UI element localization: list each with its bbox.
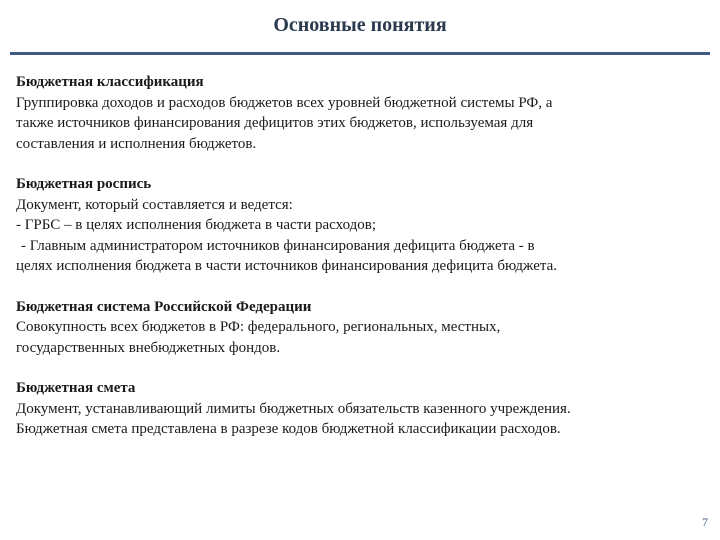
term-title: Бюджетная система Российской Федерации bbox=[16, 298, 312, 315]
term-definition-line: составления и исполнения бюджетов. bbox=[16, 135, 257, 152]
slide-title: Основные понятия bbox=[273, 14, 447, 36]
term-budget-schedule bbox=[16, 174, 706, 277]
term-budget-estimate bbox=[16, 378, 706, 440]
term-title: Бюджетная смета bbox=[16, 380, 136, 396]
term-budget-system bbox=[16, 297, 706, 359]
term-definition-line: государственных внебюджетных фондов. bbox=[16, 339, 281, 356]
term-definition-line: - Главным администратором источников финансирования дефицита бюджета - в bbox=[21, 237, 535, 254]
term-definition-line: Группировка доходов и расходов бюджетов всех уровней бюджетной системы РФ, а bbox=[16, 94, 553, 111]
term-definition-line: Документ, устанавливающий лимиты бюджетных обязательств казенного учреждения. bbox=[16, 400, 571, 417]
term-definition-line: также источников финансирования дефицитов этих бюджетов, используемая для bbox=[16, 115, 534, 131]
term-budget-classification bbox=[16, 72, 706, 154]
term-title: Бюджетная классификация bbox=[16, 74, 204, 90]
term-definition-line: Документ, который составляется и ведется: bbox=[16, 196, 293, 213]
term-definition-line: - ГРБС – в целях исполнения бюджета в части расходов; bbox=[16, 217, 377, 233]
term-definition-line: Совокупность всех бюджетов в РФ: федерального, региональных, местных, bbox=[16, 319, 501, 335]
definitions-list bbox=[16, 72, 706, 460]
term-definition-line: целях исполнения бюджета в части источников финансирования дефицита бюджета. bbox=[16, 258, 558, 274]
title-divider bbox=[10, 52, 710, 55]
term-definition-line: Бюджетная смета представлена в разрезе кодов бюджетной классификации расходов. bbox=[16, 421, 561, 437]
term-title: Бюджетная роспись bbox=[16, 176, 152, 192]
page-number: 7 bbox=[702, 515, 708, 529]
